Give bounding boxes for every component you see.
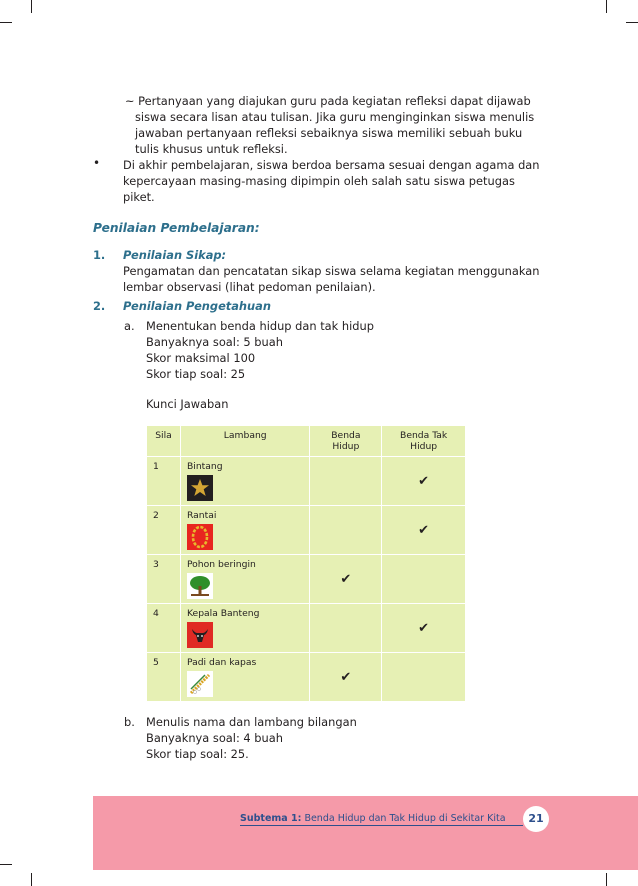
sub-line: Banyaknya soal: 5 buah xyxy=(146,335,283,349)
crop-mark xyxy=(626,22,638,23)
lambang-cell xyxy=(180,555,310,604)
intro-line: siswa secara lisan atau tulisan. Jika guru menginginkan siswa menulis xyxy=(135,110,535,124)
benda-hidup-cell: ✔ xyxy=(310,653,382,702)
benda-tak-hidup-cell: ✔ xyxy=(382,457,466,506)
item-line: Pengamatan dan pencatatan sikap siswa selama kegiatan menggunakan xyxy=(123,264,540,278)
header-benda-tak-hidup: Benda Tak Hidup xyxy=(382,426,466,457)
benda-tak-hidup-cell xyxy=(382,555,466,604)
bullet-line: piket. xyxy=(123,190,155,204)
lambang-name: Pohon beringin xyxy=(186,559,256,570)
sila-number: 1 xyxy=(147,457,181,506)
crop-mark xyxy=(0,22,12,23)
answer-table xyxy=(146,425,466,702)
table-row xyxy=(147,555,466,604)
table-row xyxy=(147,653,466,702)
sub-line: Menulis nama dan lambang bilangan xyxy=(146,715,357,729)
bull-head-icon xyxy=(187,622,213,648)
lambang-name: Bintang xyxy=(186,461,223,472)
item-number: 1. xyxy=(93,248,106,262)
table-header-row xyxy=(147,426,466,457)
lambang-cell xyxy=(180,506,310,555)
benda-hidup-cell xyxy=(310,506,382,555)
sila-number: 2 xyxy=(147,506,181,555)
sub-letter: b. xyxy=(124,715,135,729)
lambang-cell xyxy=(180,457,310,506)
footer-subtema xyxy=(240,813,523,826)
lambang-name: Kepala Banteng xyxy=(186,608,260,619)
benda-hidup-cell: ✔ xyxy=(310,555,382,604)
intro-line: ~ Pertanyaan yang diajukan guru pada kegiatan refleksi dapat dijawab xyxy=(125,94,531,108)
sila-number: 4 xyxy=(147,604,181,653)
sub-letter: a. xyxy=(124,319,135,333)
benda-tak-hidup-cell xyxy=(382,653,466,702)
section-heading: Penilaian Pembelajaran: xyxy=(93,221,260,235)
star-icon xyxy=(187,475,213,501)
crop-mark xyxy=(31,873,32,886)
benda-tak-hidup-cell: ✔ xyxy=(382,506,466,555)
lambang-name: Rantai xyxy=(186,510,217,521)
item-title: Penilaian Pengetahuan xyxy=(123,299,271,313)
benda-tak-hidup-cell: ✔ xyxy=(382,604,466,653)
sub-line: Skor maksimal 100 xyxy=(146,351,256,365)
page-number: 21 xyxy=(523,806,549,832)
sila-number: 3 xyxy=(147,555,181,604)
intro-line: tulis khusus untuk refleksi. xyxy=(135,142,288,156)
lambang-cell xyxy=(180,604,310,653)
header-sila: Sila xyxy=(147,426,181,457)
sila-number: 5 xyxy=(147,653,181,702)
crop-mark xyxy=(606,873,607,886)
sub-line: Menentukan benda hidup dan tak hidup xyxy=(146,319,374,333)
sub-line: Skor tiap soal: 25. xyxy=(146,747,249,761)
sub-line: Banyaknya soal: 4 buah xyxy=(146,731,283,745)
crop-mark xyxy=(31,0,32,13)
crop-mark xyxy=(0,864,12,865)
benda-hidup-cell xyxy=(310,457,382,506)
lambang-name: Padi dan kapas xyxy=(186,657,257,668)
crop-mark xyxy=(606,0,607,13)
chain-icon xyxy=(187,524,213,550)
subtema-title: Benda Hidup dan Tak Hidup di Sekitar Kita xyxy=(301,813,506,824)
bullet-line: kepercayaan masing-masing dipimpin oleh salah satu siswa petugas xyxy=(123,174,515,188)
bullet-marker: • xyxy=(93,156,101,170)
header-benda-hidup: Benda Hidup xyxy=(310,426,382,457)
footer-band xyxy=(93,796,638,870)
rice-cotton-icon xyxy=(187,671,213,697)
table-row xyxy=(147,457,466,506)
intro-line: jawaban pertanyaan refleksi sebaiknya siswa memiliki sebuah buku xyxy=(135,126,523,140)
banyan-tree-icon xyxy=(187,573,213,599)
benda-hidup-cell xyxy=(310,604,382,653)
item-title: Penilaian Sikap: xyxy=(123,248,227,262)
lambang-cell xyxy=(180,653,310,702)
table-row xyxy=(147,604,466,653)
item-line: lembar observasi (lihat pedoman penilaian). xyxy=(123,280,376,294)
table-row xyxy=(147,506,466,555)
sub-line: Skor tiap soal: 25 xyxy=(146,367,246,381)
bullet-line: Di akhir pembelajaran, siswa berdoa bersama sesuai dengan agama dan xyxy=(123,158,540,172)
subtema-label: Subtema 1: xyxy=(240,813,302,824)
header-lambang: Lambang xyxy=(180,426,310,457)
kunci-label: Kunci Jawaban xyxy=(146,397,229,411)
item-number: 2. xyxy=(93,299,106,313)
